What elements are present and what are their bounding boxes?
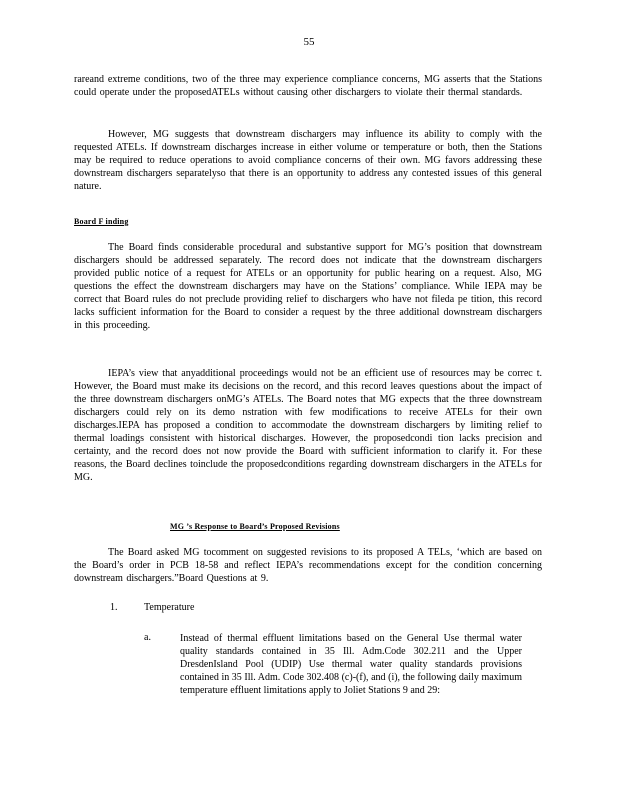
heading-mg-response: MG ’s Response to Board’s Proposed Revisions <box>170 522 340 531</box>
page-number: 55 <box>303 36 315 48</box>
paragraph-4: IEPA’s view that anyadditional proceedings would not be an efficient use of resources may be correc t. However, the Board must make its decisions on the record, and this record leaves questions about the impact of the three downstream dischargers onMG’s ATELs. The Board notes that MG expects that the three downstream dischargers could rely on its demo nstration with few modifications to receive ATELs for their own discharges.IEPA has proposed a condition to accommodate the downstream dischargers by limiting relief to thermal loadings consistent with historical discharges. However, the proposedcondi tion lacks precision and certainty, and the record does not now provide the Board with sufficient information to clarify it. For these reasons, the Board declines toinclude the proposedconditions regarding downstream dischargers in the ATELs for MG. <box>74 368 542 483</box>
paragraph-5: The Board asked MG tocomment on suggested revisions to its proposed A TELs, ‘which are based on the Board’s order in PCB 18-58 and reflect IEPA’s recommendations except for the condition concerning downstream dischargers.”Board Questions at 9. <box>74 547 542 584</box>
heading-board-finding: Board F inding <box>74 217 129 226</box>
sub-item-text: Instead of thermal effluent limitations based on the General Use thermal water quality standards contained in 35 Ill. Adm.Code 302.211 and the Upper DresdenIsland Pool (UDIP) Use thermal water quality standards provisions contained in 35 Ill. Adm. Code 302.408 (c)-(f), and (i), the following daily maximum temperature effluent limitations apply to Joliet Stations 9 and 29: <box>180 633 522 696</box>
paragraph-3: The Board finds considerable procedural and substantive support for MG’s position that downstream dischargers should be addressed separately. The record does not indicate that the downstream dischargers provided public notice of a request for ATELs or an opportunity for public hearing on a request. Also, MG questions the effect the downstream dischargers may have on the Stations’ compliance. While IEPA may be correct that Board rules do not preclude providing relief to dischargers who have not fileda pe tition, this record lacks sufficient information for the Board to consider a request by the three additional downstream dischargers in this proceeding. <box>74 242 542 331</box>
paragraph-2: However, MG suggests that downstream dischargers may influence its ability to comply with the requested ATELs. If downstream discharges increase in either volume or temperature or both, then the Stations may be required to reduce operations to avoid compliance concerns of their own. MG favors addressing these downstream dischargers separatelyso that there is an opportunity to address any contested issues of this general nature. <box>74 129 542 192</box>
sub-item-letter: a. <box>144 632 151 643</box>
paragraph-1: rareand extreme conditions, two of the three may experience compliance concerns, MG asserts that the Stations could operate under the proposedATELs without causing other dischargers to violate their thermal standards. <box>74 74 542 98</box>
list-item-number: 1. <box>110 602 118 613</box>
list-item-label: Temperature <box>144 602 195 613</box>
